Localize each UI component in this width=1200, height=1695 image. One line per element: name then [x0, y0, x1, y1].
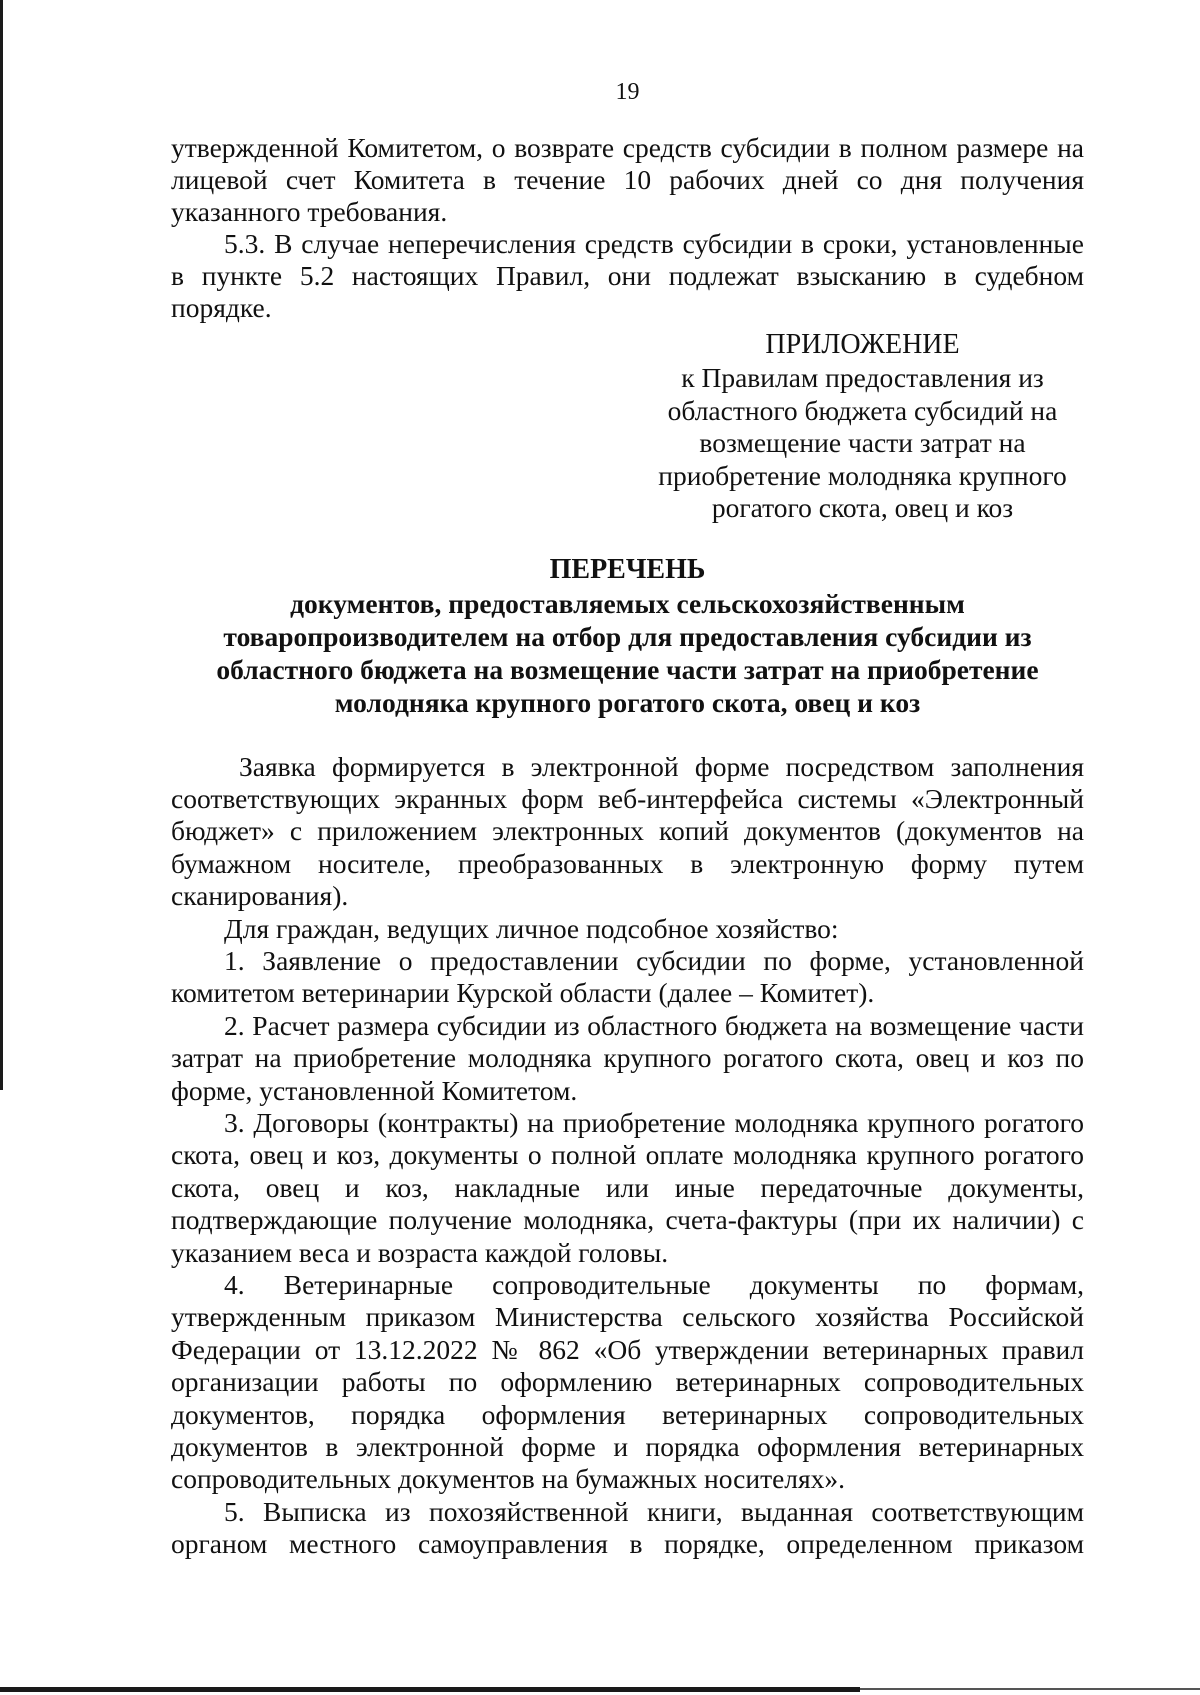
list-item: 1. Заявление о предоставлении субсидии по форме, установленной комитетом ветеринарии Курской области (далее – Комитет). — [171, 944, 1084, 1009]
document-heading — [171, 553, 1084, 719]
document-page — [171, 72, 1084, 1561]
page-number: 19 — [615, 79, 640, 105]
scan-bottom-edge — [0, 1687, 860, 1692]
paragraph-5-3: 5.3. В случае неперечисления средств субсидии в сроки, установленные в пункте 5.2 настоящих Правил, они подлежат взысканию в судебном порядке. — [171, 228, 1084, 323]
appendix-title: ПРИЛОЖЕНИЕ — [765, 329, 960, 360]
list-item: 2. Расчет размера субсидии из областного бюджета на возмещение части затрат на приобретение молодняка крупного рогатого скота, овец и коз по форме, установленной Комитетом. — [171, 1009, 1084, 1106]
group-label: Для граждан, ведущих личное подсобное хозяйство: — [224, 912, 839, 944]
top-section — [171, 132, 1084, 324]
heading-title: ПЕРЕЧЕНЬ — [549, 553, 706, 585]
list-item: 5. Выписка из похозяйственной книги, выданная соответствующим органом местного самоуправления в порядке, определенном приказом — [171, 1495, 1084, 1560]
scan-left-edge — [0, 0, 3, 1090]
list-item: 3. Договоры (контракты) на приобретение молодняка крупного рогатого скота, овец и коз, документы о полной оплате молодняка крупного рогатого скота, овец и коз, накладные или иные передаточные документы, подтверждающие получение молодняка, счета-фактуры (при их наличии) с указанием веса и возраста каждой головы. — [171, 1106, 1084, 1268]
heading-subtitle: документов, предоставляемых сельскохозяйственным товаропроизводителем на отбор для предоставления субсидии из областного бюджета на возмещение части затрат на приобретение молодняка крупного рогатого скота, овец и коз — [216, 587, 1039, 718]
appendix-subtitle: к Правилам предоставления из областного бюджета субсидий на возмещение части затрат на приобретение молодняка крупного рогатого скота, овец и коз — [658, 362, 1067, 523]
scan-bottom-edge-faint — [860, 1688, 1200, 1690]
document-body — [171, 751, 1084, 1561]
list-item: 4. Ветеринарные сопроводительные документы по формам, утвержденным приказом Министерства сельского хозяйства Российской Федерации от 13.12.2022 № 862 «Об утверждении ветеринарных правил организации работы по оформлению ветеринарных сопроводительных документов, порядка оформления ветеринарных сопроводительных документов в электронной форме и порядка оформления ветеринарных сопроводительных документов на бумажных носителях». — [171, 1269, 1084, 1495]
paragraph-continuation: утвержденной Комитетом, о возврате средств субсидии в полном размере на лицевой счет Комитета в течение 10 рабочих дней со дня получения указанного требования. — [171, 132, 1084, 227]
appendix-block — [641, 328, 1084, 525]
intro-paragraph: Заявка формируется в электронной форме посредством заполнения соответствующих экранных форм веб-интерфейса системы «Электронный бюджет» с приложением электронных копий документов (документов на бумажном носителе, преобразованных в электронную форму путем сканирования). — [171, 750, 1084, 912]
